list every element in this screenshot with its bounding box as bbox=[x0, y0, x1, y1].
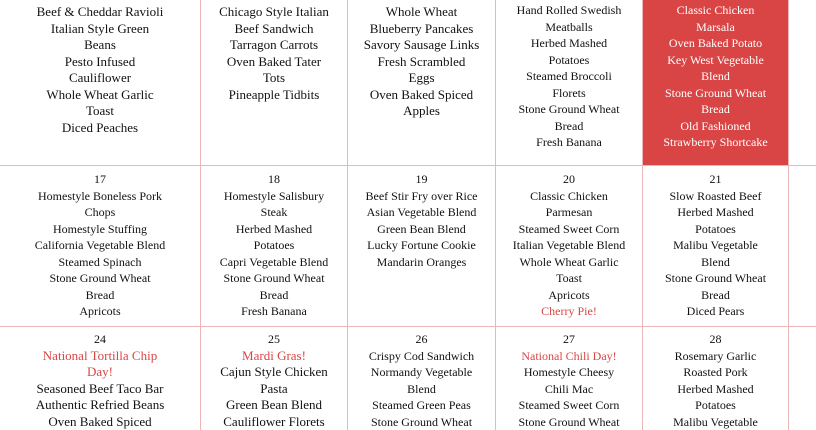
menu-item: Bread bbox=[554, 118, 584, 133]
special-event: Day! bbox=[87, 364, 113, 379]
menu-item: Oven Baked Spiced bbox=[48, 413, 152, 429]
day-cell bbox=[201, 4, 347, 164]
day-cell bbox=[496, 2, 642, 164]
menu-item: Beef & Cheddar Ravioli bbox=[36, 4, 164, 19]
menu-item: Bread bbox=[85, 287, 115, 302]
special-event: Mardi Gras! bbox=[242, 347, 306, 363]
menu-item: Potatoes bbox=[548, 52, 590, 67]
menu-item: Bread bbox=[701, 102, 730, 116]
column-divider bbox=[788, 0, 789, 430]
day-cell bbox=[496, 171, 642, 325]
menu-item: Bread bbox=[259, 287, 289, 302]
menu-item: Classic Chicken bbox=[530, 188, 608, 203]
menu-item: Stone Ground Wheat bbox=[518, 414, 620, 429]
menu-item: Italian Style Green bbox=[50, 20, 150, 36]
day-cell bbox=[496, 331, 642, 430]
day-number: 18 bbox=[268, 172, 280, 186]
menu-item: Herbed Mashed bbox=[235, 221, 313, 236]
menu-item: Herbed Mashed bbox=[677, 381, 754, 396]
menu-item: Apricots bbox=[548, 287, 590, 302]
menu-item: Blend bbox=[407, 381, 436, 396]
menu-item: Florets bbox=[552, 85, 586, 100]
menu-item: Steamed Broccoli bbox=[526, 69, 612, 83]
menu-item: Malibu Vegetable bbox=[673, 414, 758, 429]
menu-item: Slow Roasted Beef bbox=[669, 188, 762, 203]
menu-item: Potatoes bbox=[253, 238, 295, 252]
menu-item: Old Fashioned bbox=[680, 118, 751, 133]
day-number: 27 bbox=[563, 332, 575, 346]
menu-item: Crispy Cod Sandwich bbox=[368, 348, 475, 363]
menu-item: Marsala bbox=[696, 19, 735, 34]
menu-item: Stone Ground Wheat bbox=[664, 85, 767, 100]
menu-item: Blend bbox=[701, 254, 730, 269]
menu-item: Steak bbox=[260, 205, 288, 219]
menu-item: Beef Sandwich bbox=[234, 20, 314, 36]
day-cell bbox=[0, 331, 200, 430]
menu-item: Steamed Sweet Corn bbox=[518, 221, 620, 236]
day-number: 20 bbox=[563, 172, 575, 186]
menu-item: Cajun Style Chicken bbox=[220, 364, 328, 379]
menu-item: Meatballs bbox=[545, 19, 593, 34]
menu-item: Savory Sausage Links bbox=[363, 37, 480, 52]
menu-item: Blend bbox=[701, 69, 730, 83]
menu-item: Homestyle Salisbury bbox=[223, 188, 325, 203]
day-cell bbox=[643, 171, 788, 325]
menu-item: Rosemary Garlic bbox=[674, 348, 757, 363]
menu-item: Oven Baked Potato bbox=[668, 36, 763, 50]
menu-item: Hand Rolled Swedish bbox=[516, 3, 622, 17]
menu-item: Steamed Spinach bbox=[58, 254, 142, 269]
day-number: 17 bbox=[94, 172, 106, 186]
row-divider bbox=[0, 165, 816, 166]
menu-item: Key West Vegetable bbox=[667, 52, 764, 67]
menu-item: Stone Ground Wheat bbox=[49, 271, 151, 285]
menu-item: Apples bbox=[403, 103, 440, 118]
featured-day-cell bbox=[643, 0, 788, 165]
menu-item: Herbed Mashed bbox=[677, 205, 754, 219]
menu-item: Strawberry Shortcake bbox=[663, 135, 768, 149]
menu-item: Fresh Banana bbox=[241, 304, 307, 318]
day-number: 19 bbox=[415, 172, 428, 186]
day-cell bbox=[0, 171, 200, 325]
menu-item: Oven Baked Spiced bbox=[369, 86, 474, 102]
row-divider bbox=[0, 326, 816, 327]
menu-item: Diced Pears bbox=[686, 304, 745, 318]
day-cell bbox=[0, 4, 200, 164]
menu-item: Apricots bbox=[79, 304, 121, 318]
menu-item: Steamed Sweet Corn bbox=[518, 398, 620, 412]
menu-item: Potatoes bbox=[695, 398, 736, 412]
menu-item: Stone Ground Wheat bbox=[223, 271, 325, 285]
menu-item: Cauliflower bbox=[68, 70, 132, 85]
menu-item: Tots bbox=[262, 70, 286, 85]
menu-item: Oven Baked Tater bbox=[226, 53, 322, 69]
menu-item: Green Bean Blend bbox=[225, 397, 323, 412]
menu-item: California Vegetable Blend bbox=[34, 238, 166, 252]
menu-item: Pasta bbox=[260, 380, 288, 396]
day-cell bbox=[348, 4, 495, 164]
menu-item: Herbed Mashed bbox=[530, 36, 608, 50]
special-dessert: Cherry Pie! bbox=[541, 304, 597, 318]
menu-item: Chops bbox=[84, 205, 116, 219]
menu-item: Tarragon Carrots bbox=[229, 37, 319, 52]
menu-item: Diced Peaches bbox=[61, 119, 139, 135]
menu-item: Fresh Banana bbox=[536, 135, 602, 149]
menu-item: Capri Vegetable Blend bbox=[219, 254, 329, 269]
menu-item: Homestyle Boneless Pork bbox=[38, 188, 162, 203]
menu-item: Eggs bbox=[408, 70, 435, 85]
menu-item: Bread bbox=[701, 287, 730, 302]
menu-item: Authentic Refried Beans bbox=[35, 397, 165, 412]
menu-item: Cauliflower Florets bbox=[223, 413, 325, 429]
menu-item: Stone Ground Wheat bbox=[664, 271, 767, 285]
day-number: 21 bbox=[709, 172, 722, 186]
menu-item: Chicago Style Italian bbox=[219, 4, 329, 19]
menu-item: Whole Wheat Garlic bbox=[519, 254, 619, 269]
menu-item: Green Bean Blend bbox=[377, 221, 466, 236]
menu-item: Mandarin Oranges bbox=[376, 254, 467, 269]
menu-item: Italian Vegetable Blend bbox=[512, 238, 626, 252]
menu-item: Fresh Scrambled bbox=[377, 53, 466, 69]
menu-item: Steamed Green Peas bbox=[372, 398, 471, 412]
day-cell bbox=[643, 331, 788, 430]
day-cell bbox=[348, 331, 495, 430]
menu-item: Classic Chicken bbox=[676, 3, 755, 17]
menu-item: Parmesan bbox=[545, 205, 593, 219]
menu-item: Pineapple Tidbits bbox=[228, 86, 320, 102]
day-cell bbox=[201, 171, 347, 325]
menu-item: Stone Ground Wheat bbox=[370, 414, 473, 429]
menu-item: Normandy Vegetable bbox=[370, 365, 473, 379]
menu-item: Lucky Fortune Cookie bbox=[367, 238, 476, 252]
day-number: 25 bbox=[268, 332, 280, 346]
menu-item: Malibu Vegetable bbox=[673, 238, 758, 252]
day-number: 24 bbox=[94, 332, 106, 346]
special-event: National Chili Day! bbox=[521, 348, 617, 363]
menu-item: Asian Vegetable Blend bbox=[366, 205, 477, 219]
menu-item: Pesto Infused bbox=[64, 53, 136, 69]
menu-item: Beans bbox=[84, 37, 116, 52]
menu-item: Toast bbox=[556, 271, 582, 285]
menu-item: Whole Wheat bbox=[385, 4, 458, 19]
menu-item: Toast bbox=[86, 103, 114, 118]
day-number: 26 bbox=[415, 332, 428, 346]
day-number: 28 bbox=[709, 332, 722, 346]
menu-item: Stone Ground Wheat bbox=[518, 102, 620, 116]
special-event: National Tortilla Chip bbox=[42, 347, 158, 363]
day-cell bbox=[348, 171, 495, 325]
menu-item: Chili Mac bbox=[544, 381, 594, 396]
menu-item: Homestyle Cheesy bbox=[523, 365, 615, 379]
menu-item: Blueberry Pancakes bbox=[369, 20, 474, 36]
menu-item: Beef Stir Fry over Rice bbox=[365, 188, 478, 203]
menu-item: Homestyle Stuffing bbox=[52, 221, 148, 236]
menu-item: Roasted Pork bbox=[683, 365, 748, 379]
menu-item: Potatoes bbox=[695, 221, 736, 236]
menu-item: Whole Wheat Garlic bbox=[46, 86, 154, 102]
menu-item: Seasoned Beef Taco Bar bbox=[36, 380, 164, 396]
day-cell bbox=[201, 331, 347, 430]
